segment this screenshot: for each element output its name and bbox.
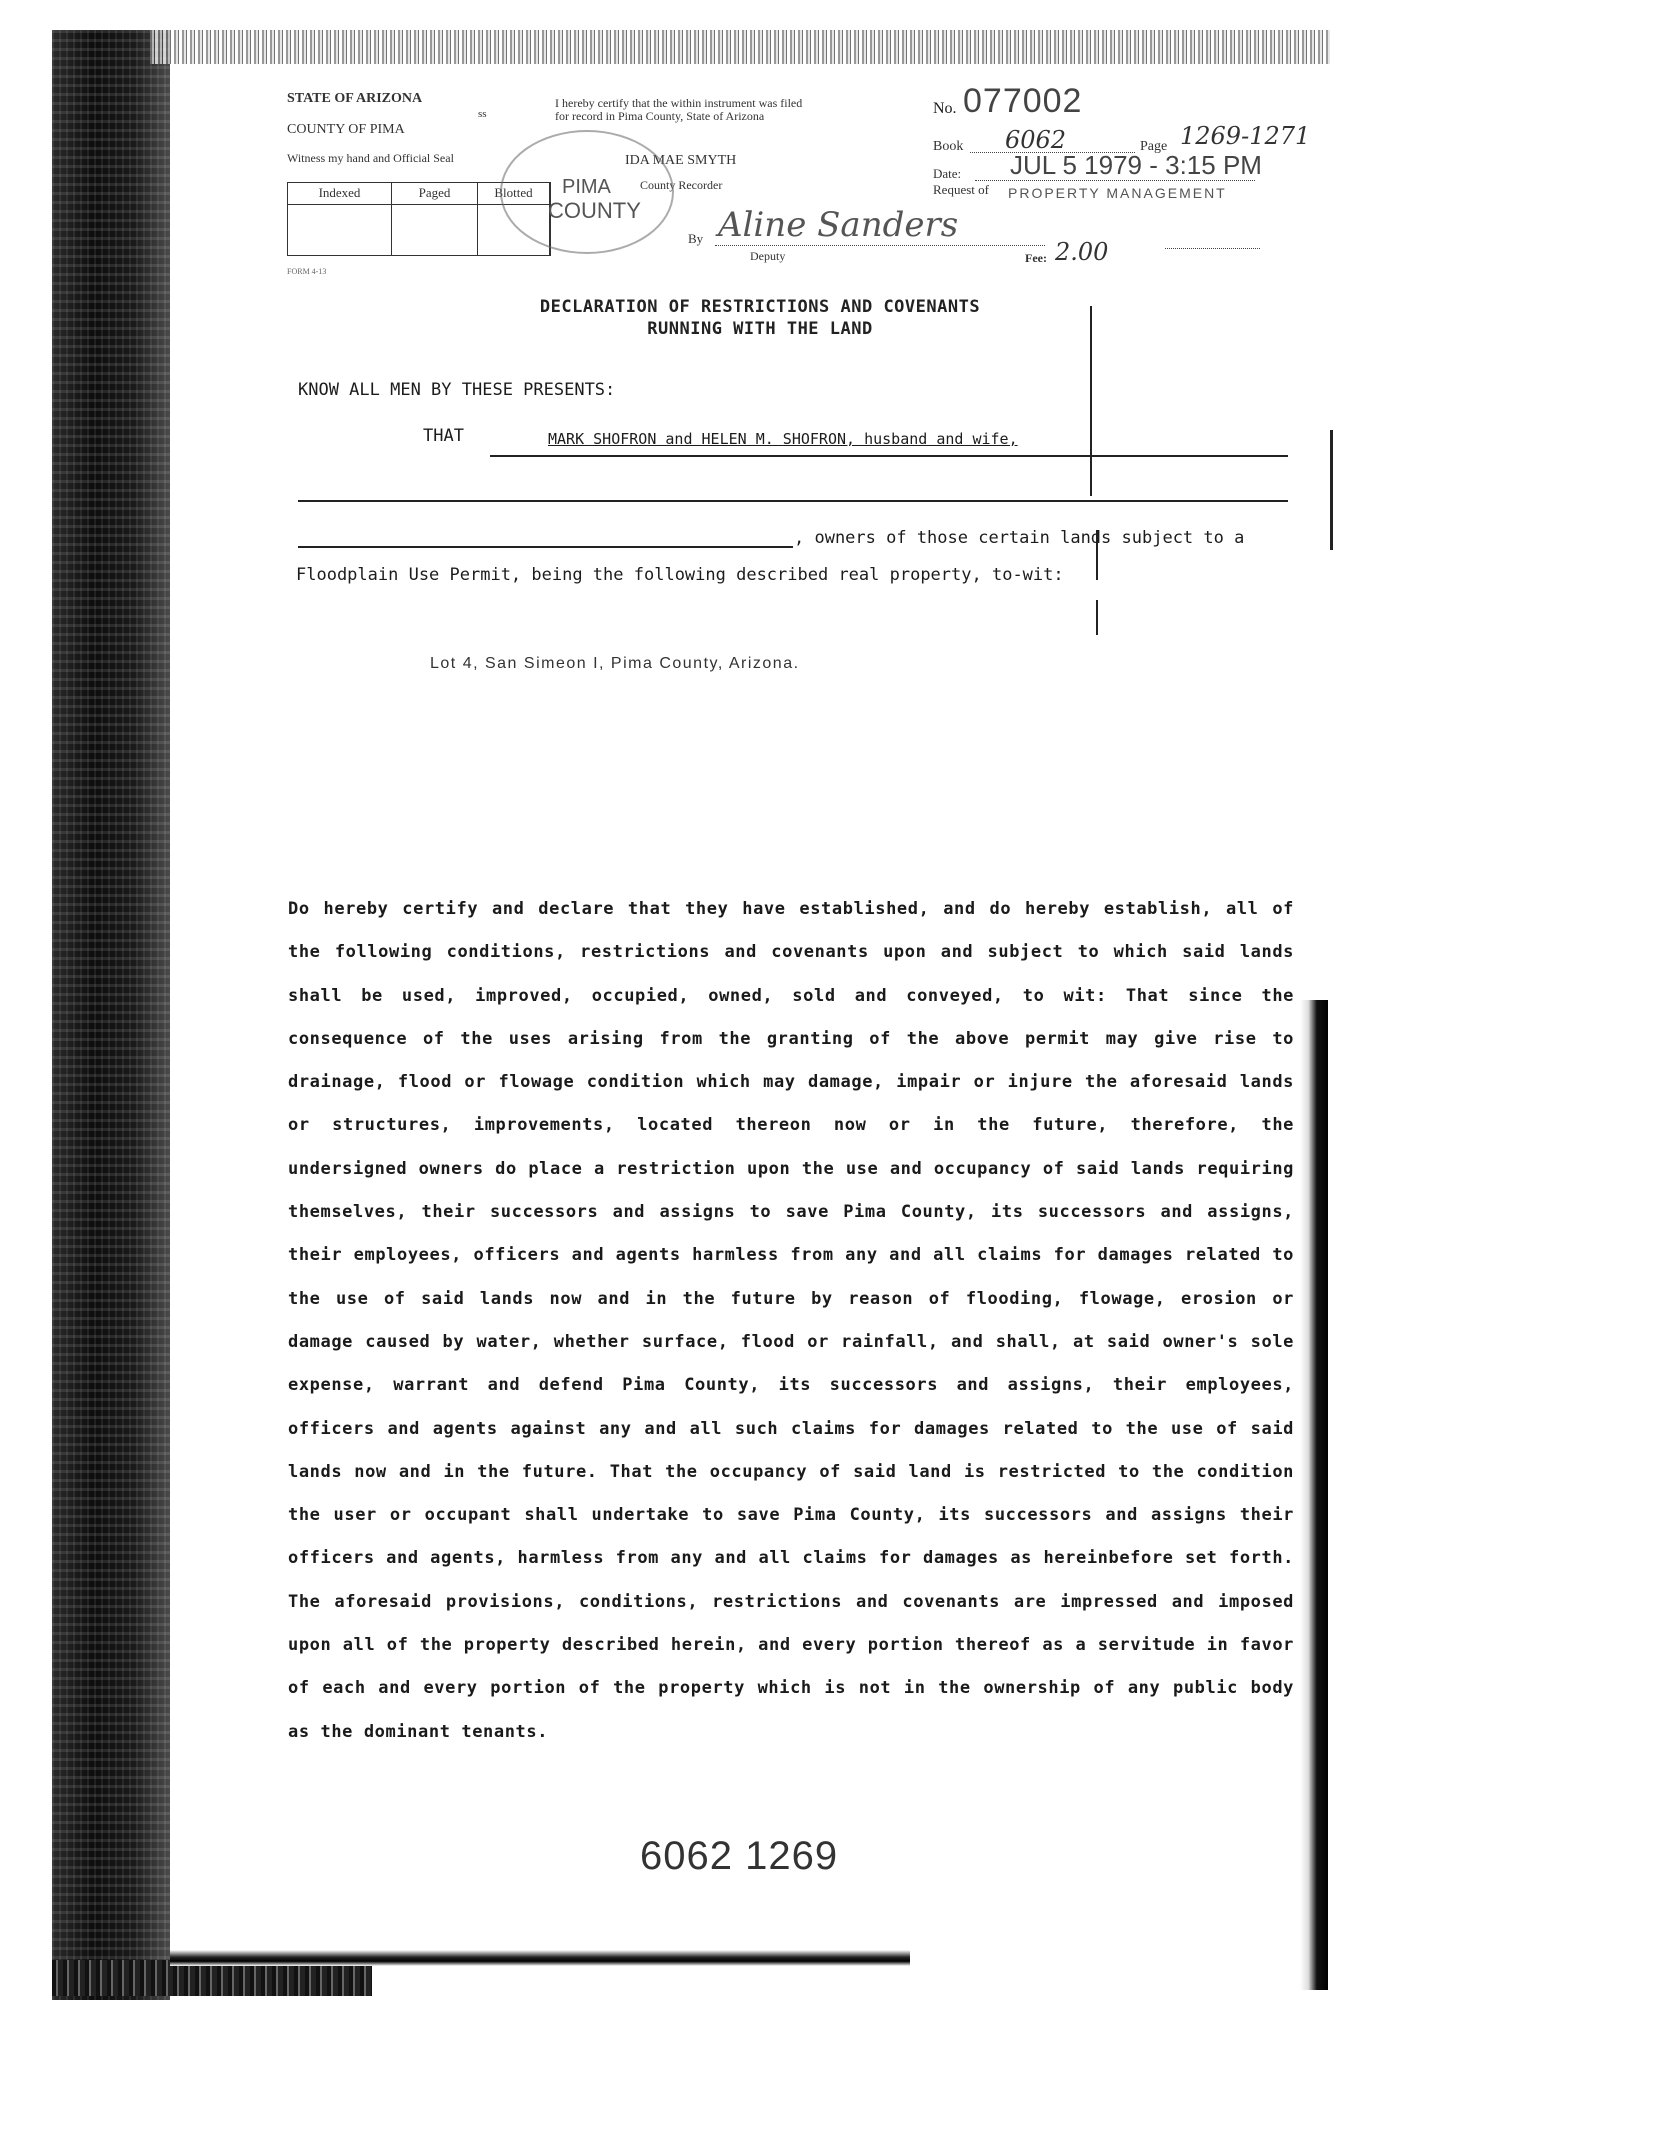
record-fee-label: Fee: xyxy=(1025,251,1047,265)
margin-line-3 xyxy=(1096,600,1098,635)
stamp-table-indexed: Indexed xyxy=(288,183,392,255)
stamp-recorder-name: IDA MAE SMYTH xyxy=(625,153,737,168)
stamp-ss: ss xyxy=(478,108,487,120)
stamp-certify: I hereby certify that the within instrument was filed for record in Pima County, State of Arizona xyxy=(555,96,803,123)
signature-line xyxy=(715,245,1045,246)
owners-line-3 xyxy=(298,546,793,548)
seal-line2: COUNTY xyxy=(548,198,641,223)
book-page-stamp: 6062 1269 xyxy=(640,1834,839,1878)
floodplain-line: Floodplain Use Permit, being the following described real property, to-wit: xyxy=(296,565,1064,585)
stamp-table-paged: Paged xyxy=(392,183,478,255)
stamp-deputy-label: Deputy xyxy=(750,249,786,263)
record-no-value: 077002 xyxy=(963,82,1083,120)
record-fee-extra-line xyxy=(1165,248,1260,249)
margin-line-right xyxy=(1330,430,1333,550)
legal-description: Lot 4, San Simeon I, Pima County, Arizona. xyxy=(430,655,800,672)
scan-border-right xyxy=(1300,1000,1328,1990)
owners-line-2 xyxy=(298,500,1288,502)
margin-line-1 xyxy=(1090,306,1092,496)
record-request-label: Request of xyxy=(933,182,989,197)
owners-of-lands: , owners of those certain lands subject to a xyxy=(794,528,1245,548)
record-date-label: Date: xyxy=(933,166,962,181)
stamp-county: COUNTY OF PIMA xyxy=(287,122,405,137)
title-line-1: DECLARATION OF RESTRICTIONS AND COVENANTS xyxy=(539,297,981,317)
record-no-label: No. xyxy=(933,100,957,117)
record-request-value: PROPERTY MANAGEMENT xyxy=(1008,185,1227,201)
record-page-value: 1269-1271 xyxy=(1180,122,1311,150)
scan-border-top xyxy=(150,30,1330,64)
stamp-table-blotted: Blotted xyxy=(478,183,550,255)
record-page-label: Page xyxy=(1140,139,1168,154)
record-book-value: 6062 xyxy=(1005,126,1067,154)
scan-border-left xyxy=(52,30,170,2000)
owners-line-1 xyxy=(490,455,1288,457)
stamp-recorder-title: County Recorder xyxy=(640,178,723,192)
document-title xyxy=(420,296,1100,340)
that-label: THAT xyxy=(423,426,464,446)
seal-line1: PIMA xyxy=(562,176,611,198)
stamp-by-label: By xyxy=(688,231,704,246)
stamp-state: STATE OF ARIZONA xyxy=(287,91,423,106)
owners-names: MARK SHOFRON and HELEN M. SHOFRON, husband and wife, xyxy=(548,430,1018,448)
record-book-label: Book xyxy=(933,139,964,154)
record-date-value: JUL 5 1979 - 3:15 PM xyxy=(1010,150,1262,180)
stamp-form-no: FORM 4-13 xyxy=(287,267,327,276)
scan-border-bottom xyxy=(170,1950,910,1966)
know-all-heading: KNOW ALL MEN BY THESE PRESENTS: xyxy=(298,380,616,400)
declaration-body: Do hereby certify and declare that they have established, and do hereby establish, all of the following conditions, restrictions and covenants upon and subject to which said lands shall be used, improved, occupied, owned, sold and conveyed, to wit: That since the consequence of the uses arising from the granting of the above permit may give rise to drainage, flood or flowage condition which may damage, impair or injure the aforesaid lands or structures, improvements, located thereon now or in the future, therefore, the undersigned owners do place a restriction upon the use and occupancy of said lands requiring themselves, their successors and assigns to save Pima County, its successors and assigns, their employees, officers and agents harmless from any and all claims for damages related to the use of said lands now and in the future by reason of flooding, flowage, erosion or damage caused by water, whether surface, flood or rainfall, and shall, at said owner's sole expense, warrant and defend Pima County, its successors and assigns, their employees, officers and agents against any and all such claims for damages related to the use of said lands now and in the future. That the occupancy of said land is restricted to the condition the user or occupant shall undertake to save Pima County, its successors and assigns their officers and agents, harmless from any and all claims for damages as hereinbefore set forth. The aforesaid provisions, conditions, restrictions and covenants are impressed and imposed upon all of the property described herein, and every portion thereof as a servitude in favor of each and every portion of the property which is not in the ownership of any public body as the dominant tenants. xyxy=(288,899,1294,1742)
recorder-signature: Aline Sanders xyxy=(718,205,959,245)
record-fee-value: 2.00 xyxy=(1055,238,1109,266)
stamp-witness: Witness my hand and Official Seal xyxy=(287,151,454,165)
title-line-2: RUNNING WITH THE LAND xyxy=(647,319,873,339)
